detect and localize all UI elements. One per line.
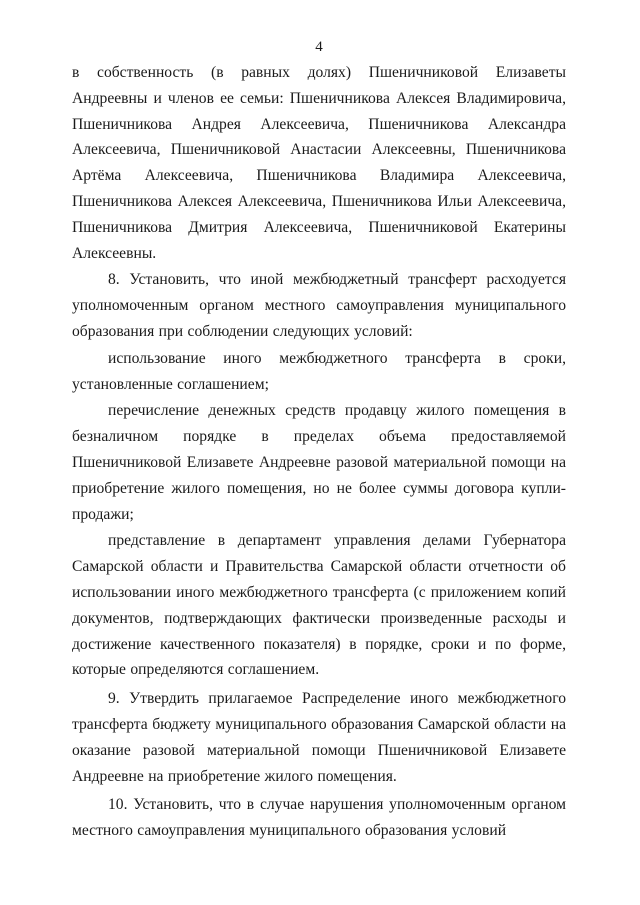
paragraph-condition-2: перечисление денежных средств продавцу жилого помещения в безналичном порядке в пределах объема предоставляемой Пшеничниковой Елизавете Андреевне разовой материальной помощи на приобретение жилого помещения, но не более суммы договора купли-продажи; bbox=[72, 402, 566, 523]
paragraph-condition-1: использование иного межбюджетного трансферта в сроки, установленные соглашением; bbox=[72, 349, 566, 393]
paragraph-item-8: 8. Установить, что иной межбюджетный трансферт расходуется уполномоченным органом местного самоуправления муниципального образования при соблюдении следующих условий: bbox=[72, 271, 566, 340]
paragraph-condition-3: представление в департамент управления делами Губернатора Самарской области и Правительства Самарской области отчетности об использовании иного межбюджетного трансферта (с приложением копий документов, подтверждающих фактически произведенные расходы и достижение качественного показателя) в порядке, сроки и по форме, которые определяются соглашением. bbox=[72, 532, 566, 679]
paragraph-item-9: 9. Утвердить прилагаемое Распределение иного межбюджетного трансферта бюджету муниципального образования Самарской области на оказание разовой материальной помощи Пшеничниковой Елизавете Андреевне на приобретение жилого помещения. bbox=[72, 690, 566, 785]
paragraph-item-10: 10. Установить, что в случае нарушения уполномоченным органом местного самоуправления муниципального образования условий bbox=[72, 796, 566, 840]
page-number: 4 bbox=[315, 39, 323, 55]
paragraph-continuation: в собственность (в равных долях) Пшеничниковой Елизаветы Андреевны и членов ее семьи: Пшеничникова Алексея Владимировича, Пшеничникова Андрея Алексеевича, Пшеничникова Александра Алексеевича, Пшеничниковой Анастасии Алексеевны, Пшеничникова Артёма Алексеевича, Пшеничникова Владимира Алексеевича, Пшеничникова Алексея Алексеевича, Пшеничникова Ильи Алексеевича, Пшеничникова Дмитрия Алексеевича, Пшеничниковой Екатерины Алексеевны. bbox=[72, 64, 566, 262]
